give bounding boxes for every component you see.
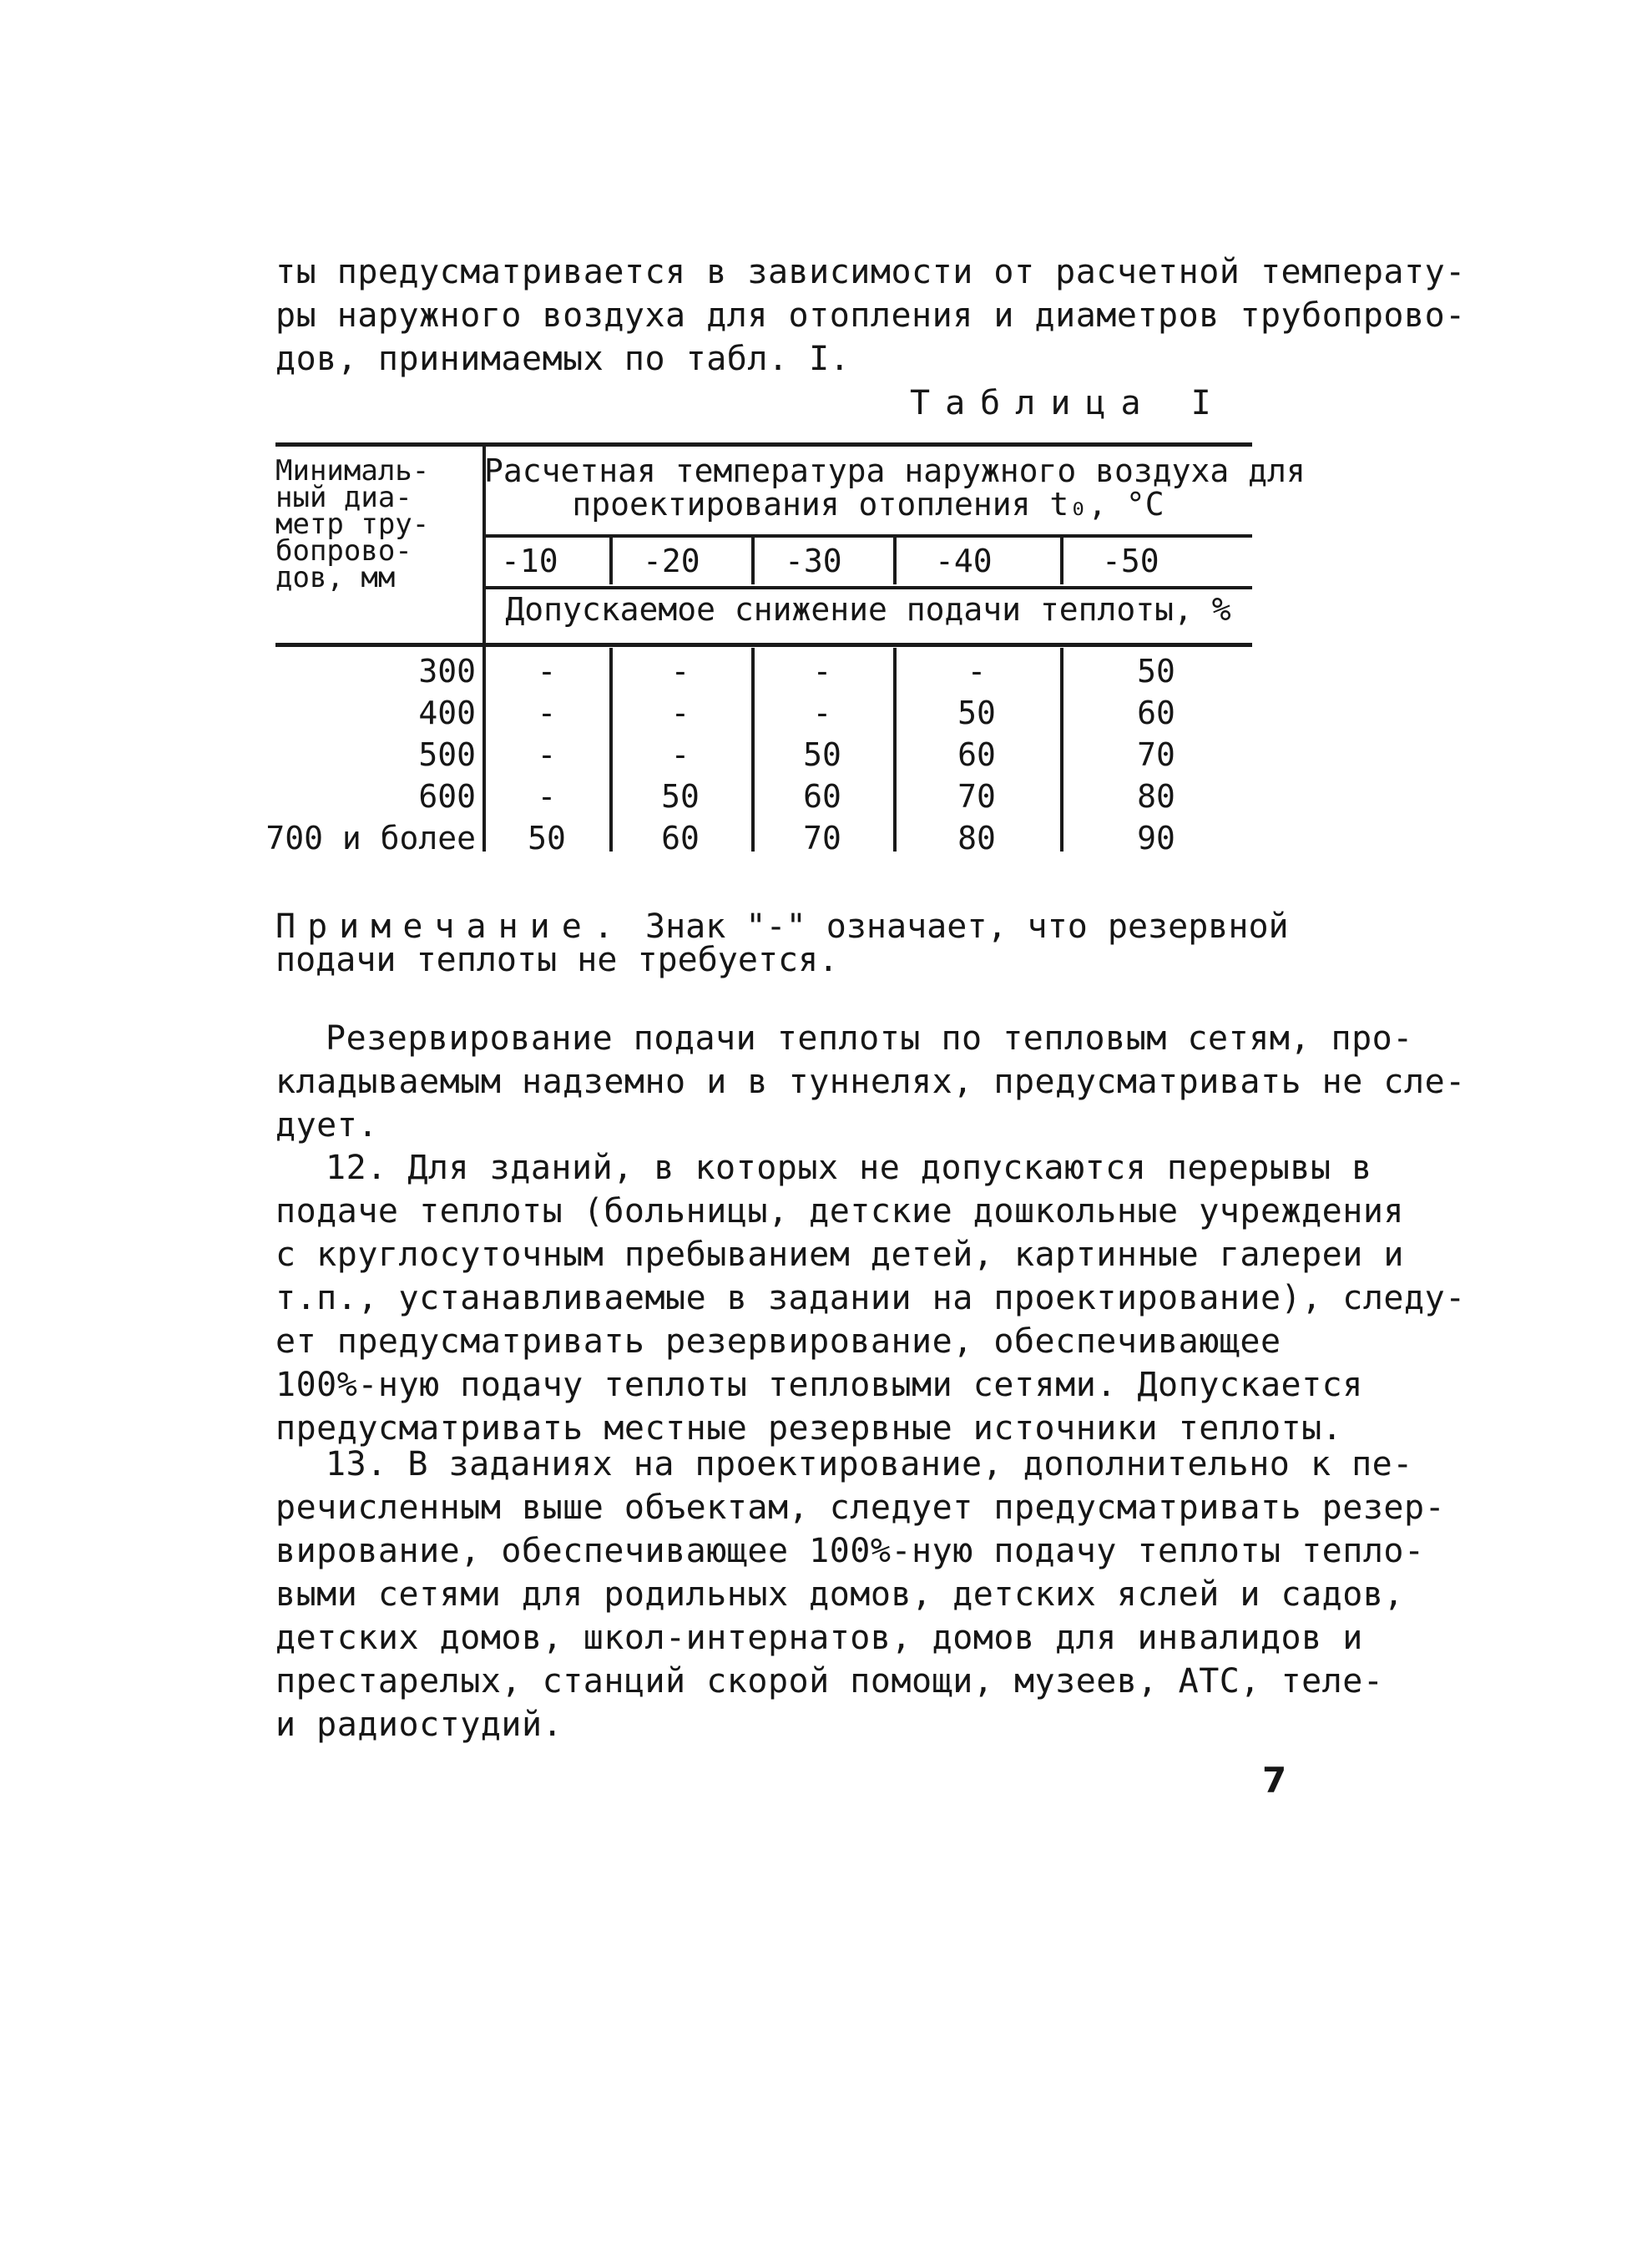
- table-divider: [1060, 648, 1063, 852]
- text-line: с круглосуточным пребыванием детей, картинные галереи и: [275, 1236, 1405, 1274]
- page-number: 7: [1262, 1760, 1287, 1801]
- reduction-cell: 70: [803, 820, 841, 857]
- note-label: Примечание.: [275, 907, 625, 946]
- text-line: 12. Для зданий, в которых не допускаются перерывы в: [326, 1149, 1372, 1187]
- table-body-rule: [275, 643, 1252, 647]
- text-line: вирование, обеспечивающее 100%-ную подачу теплоты тепло-: [275, 1532, 1425, 1570]
- reduction-cell: -: [670, 736, 690, 773]
- text-line: кладываемым надземно и в туннелях, предусматривать не сле-: [275, 1063, 1466, 1101]
- temperature-header: -50: [1102, 543, 1159, 579]
- table-divider: [609, 648, 613, 852]
- diameter-cell: 400: [418, 695, 476, 731]
- reduction-cell: -: [537, 653, 557, 690]
- reduction-cell: 50: [661, 778, 700, 815]
- table-divider: [751, 536, 755, 584]
- text-line: речисленным выше объектам, следует предусматривать резер-: [275, 1488, 1446, 1527]
- table-divider: [609, 536, 613, 584]
- text-line: дует.: [275, 1106, 378, 1145]
- reduction-cell: -: [670, 695, 690, 731]
- text-line: ет предусматривать резервирование, обеспечивающее: [275, 1322, 1281, 1361]
- header-line: Минималь-: [275, 454, 430, 488]
- reduction-cell: -: [537, 778, 557, 815]
- header-line: проектирования отопления t₀, °С: [572, 486, 1164, 523]
- table-note: [275, 907, 1289, 979]
- reduction-cell: -: [670, 653, 690, 690]
- table-header-rule: [484, 534, 1252, 538]
- text-line: престарелых, станций скорой помощи, музеев, АТС, теле-: [275, 1662, 1384, 1701]
- intro-paragraph: [275, 250, 1466, 381]
- clause-13-paragraph: [275, 1443, 1446, 1746]
- reduction-cell: 50: [957, 695, 996, 731]
- text-line: Резервирование подачи теплоты по тепловым сетям, про-: [326, 1019, 1413, 1058]
- text-line: выми сетями для родильных домов, детских яслей и садов,: [275, 1575, 1405, 1614]
- reduction-cell: 90: [1137, 820, 1175, 857]
- header-line: ный диа-: [275, 481, 412, 514]
- text-line: ры наружного воздуха для отопления и диаметров трубопрово-: [275, 296, 1466, 335]
- diameter-cell: 500: [418, 736, 476, 773]
- temperature-header: -40: [935, 543, 993, 579]
- reduction-cell: 50: [528, 820, 566, 857]
- text-line: дов, принимаемых по табл. I.: [275, 340, 851, 378]
- table-divider: [893, 648, 897, 852]
- reduction-cell: 80: [1137, 778, 1175, 815]
- reduction-cell: -: [537, 736, 557, 773]
- reduction-cell: -: [812, 695, 832, 731]
- temperature-header: -30: [785, 543, 842, 579]
- reduction-cell: 50: [803, 736, 841, 773]
- reduction-cell: -: [812, 653, 832, 690]
- reduction-cell: 60: [1137, 695, 1175, 731]
- reduction-cell: 50: [1137, 653, 1175, 690]
- table-top-rule: [275, 442, 1252, 447]
- clause-12-paragraph: [275, 1146, 1466, 1450]
- header-line: бопрово-: [275, 534, 412, 568]
- reduction-cell: 60: [803, 778, 841, 815]
- note-text: Знак "-" означает, что резервной: [645, 907, 1289, 946]
- text-line: 100%-ную подачу теплоты тепловыми сетями. Допускается: [275, 1366, 1363, 1404]
- reduction-cell: 60: [661, 820, 700, 857]
- note-line: подачи теплоты не требуется.: [275, 941, 839, 979]
- temperature-header: -10: [501, 543, 558, 579]
- text-line: т.п., устанавливаемые в задании на проектирование), следу-: [275, 1279, 1466, 1317]
- reduction-cell: -: [537, 695, 557, 731]
- text-line: 13. В заданиях на проектирование, дополнительно к пе-: [326, 1445, 1413, 1483]
- reduction-subheader: Допускаемое снижение подачи теплоты, %: [505, 591, 1231, 628]
- header-line: дов, мм: [275, 561, 396, 594]
- table-caption: Таблица I: [910, 384, 1226, 422]
- reserve-paragraph: [275, 1017, 1466, 1147]
- diameter-column-header: [275, 454, 467, 594]
- table-divider: [1060, 536, 1063, 584]
- reduction-cell: 60: [957, 736, 996, 773]
- diameter-cell: 300: [418, 653, 476, 690]
- temperature-header: -20: [643, 543, 700, 579]
- header-line: Расчетная температура наружного воздуха для: [484, 452, 1306, 489]
- temperature-group-header: [484, 452, 1306, 523]
- text-line: предусматривать местные резервные источники теплоты.: [275, 1409, 1343, 1448]
- text-line: ты предусматривается в зависимости от расчетной температу-: [275, 253, 1466, 291]
- header-line: метр тру-: [275, 508, 430, 541]
- diameter-cell: 600: [418, 778, 476, 815]
- reduction-cell: 80: [957, 820, 996, 857]
- reduction-cell: -: [967, 653, 987, 690]
- table-divider: [751, 648, 755, 852]
- reduction-cell: 70: [1137, 736, 1175, 773]
- note-line: [275, 907, 1289, 946]
- text-line: подаче теплоты (больницы, детские дошкольные учреждения: [275, 1192, 1405, 1231]
- table-temp-rule: [484, 586, 1252, 589]
- reserve-table: [265, 442, 1306, 860]
- text-line: и радиостудий.: [275, 1706, 563, 1744]
- reduction-cell: 70: [957, 778, 996, 815]
- diameter-cell: 700 и более: [265, 820, 476, 857]
- text-line: детских домов, школ-интернатов, домов для инвалидов и: [275, 1619, 1363, 1657]
- table-divider: [893, 536, 897, 584]
